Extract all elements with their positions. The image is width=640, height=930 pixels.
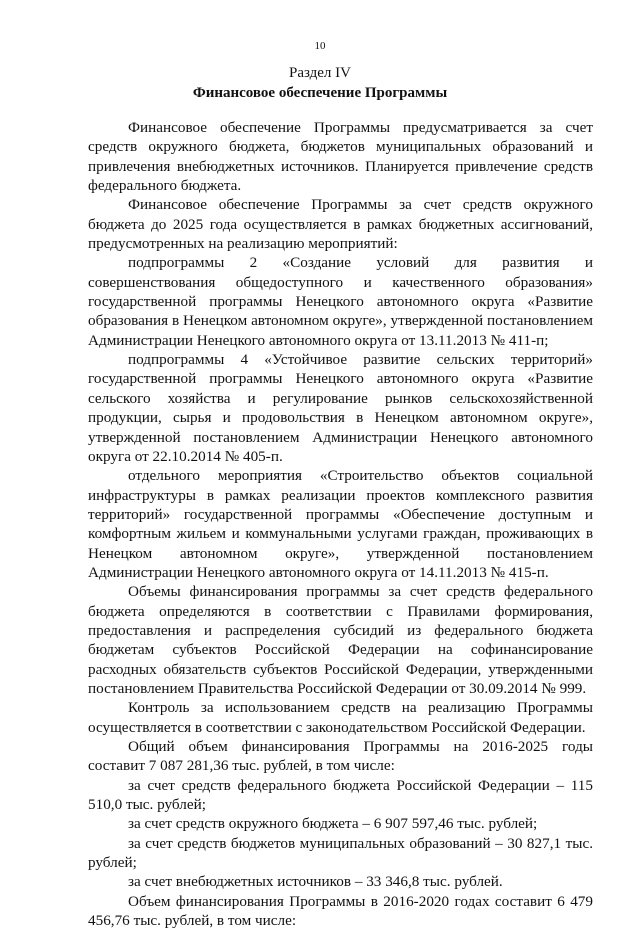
paragraph-federal-amount: за счет средств федерального бюджета Российской Федерации – 115 510,0 тыс. рублей; xyxy=(88,776,593,814)
paragraph-district-amount: за счет средств окружного бюджета – 6 907 597,46 тыс. рублей; xyxy=(128,815,538,833)
section-title: Финансовое обеспечение Программы xyxy=(192,85,448,101)
paragraph-extrabudgetary-amount: за счет внебюджетных источников – 33 346,8 тыс. рублей. xyxy=(128,873,503,891)
paragraph-subprogram-4: подпрограммы 4 «Устойчивое развитие сельских территорий» государственной программы Ненецкого автономного округа «Развитие сельского хозяйства и регулирование рынков сельскохозяйственной продукции, сырья и продовольствия в Ненецком автономном округе», утвержденной постановлением Администрации Ненецкого автономного округа от 22.10.2014 № 405-п. xyxy=(88,351,593,465)
paragraph-municipal-amount: за счет средств бюджетов муниципальных образований – 30 827,1 тыс. рублей; xyxy=(88,834,593,872)
page-number: 10 xyxy=(314,40,326,52)
paragraph-control: Контроль за использованием средств на реализацию Программы осуществляется в соответствии с законодательством Российской Федерации. xyxy=(88,699,593,736)
paragraph-separate-measure: отдельного мероприятия «Строительство объектов социальной инфраструктуры в рамках реализации проектов комплексного развития территорий» государственной программы «Обеспечение доступным и комфортным жильем и коммунальными услугами граждан, проживающих в Ненецком автономном округе», утвержденной постановлением Администрации Ненецкого автономного округа от 14.11.2013 № 415-п. xyxy=(88,467,593,581)
paragraph-financing-sources: Финансовое обеспечение Программы предусматривается за счет средств окружного бюджета, бюджетов муниципальных образований и привлечения внебюджетных источников. Планируется привлечение средств федерального бюджета. xyxy=(88,119,593,195)
paragraph-district-budget: Финансовое обеспечение Программы за счет средств окружного бюджета до 2025 года осуществляется в рамках бюджетных ассигнований, предусмотренных на реализацию мероприятий: xyxy=(88,196,593,253)
paragraph-subprogram-2: подпрограммы 2 «Создание условий для развития и совершенствования общедоступного и качественного образования» государственной программы Ненецкого автономного округа «Развитие образования в Ненецком автономном округе», утвержденной постановлением Администрации Ненецкого автономного округа от 13.11.2013 № 411-п; xyxy=(88,254,593,349)
paragraph-total-volume: Общий объем финансирования Программы на 2016-2025 годы составит 7 087 281,36 тыс. рублей, в том числе: xyxy=(88,738,593,775)
body-text xyxy=(88,118,593,930)
section-label: Раздел IV xyxy=(288,65,351,81)
paragraph-federal-budget: Объемы финансирования программы за счет средств федерального бюджета определяются в соответствии с Правилами формирования, предоставления и распределения субсидий из федерального бюджета бюджетам субъектов Российской Федерации на софинансирование расходных обязательств субъектов Российской Федерации, утвержденными постановлением Правительства Российской Федерации от 30.09.2014 № 999. xyxy=(88,583,593,697)
paragraph-2016-2020-volume: Объем финансирования Программы в 2016-2020 годах составит 6 479 456,76 тыс. рублей, в том числе: xyxy=(88,892,593,930)
